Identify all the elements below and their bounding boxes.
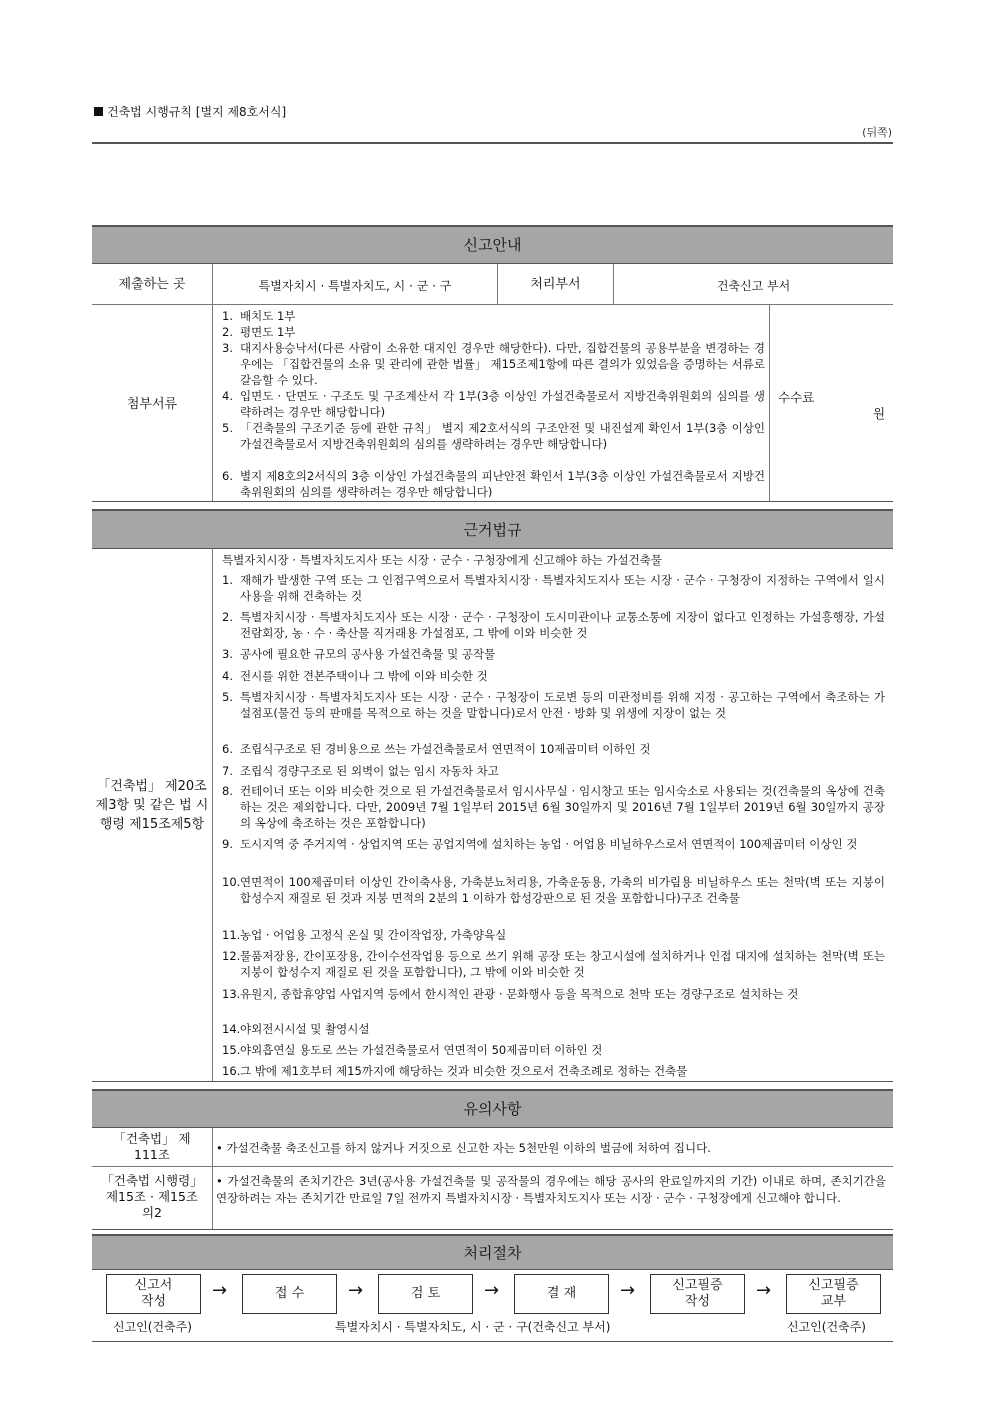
item-number: 7.	[222, 764, 233, 778]
item-text: 「건축물의 구조기준 등에 관한 규칙」 별지 제2호서식의 구조안전 및 내진설계 확인서 1부(3층 이상인 가설건축물로서 지방건축위원회의 심의를 생략하려는 경우만 해당합니다)	[240, 421, 765, 451]
actor-applicant-receive: 신고인(건축주)	[787, 1320, 866, 1334]
item-text: 전시를 위한 견본주택이나 그 밖에 이와 비슷한 것	[240, 669, 488, 683]
process-step-6-line1: 신고필증	[808, 1278, 859, 1293]
arrow-right-icon: →	[348, 1280, 364, 1301]
item-text: 배치도 1부	[240, 309, 296, 323]
notice-label-1: 「건축법」 제111조	[113, 1131, 191, 1162]
item-number: 4.	[222, 389, 233, 403]
item-number: 12.	[222, 949, 241, 963]
legal-item	[222, 763, 885, 779]
item-text: 특별자치시장 · 특별자치도지사 또는 시장 · 군수 · 구청장이 도로변 등의 미관정비를 위해 지정 · 공고하는 구역에서 축조하는 가설점포(물건 등의 판매를 목적으로 하는 것을 말합니다)로서 안전 · 방화 및 위생에 지장이 없는 것	[240, 690, 885, 720]
item-number: 16.	[222, 1064, 241, 1078]
item-text: 공사에 필요한 규모의 공사용 가설건축물 및 공작물	[240, 647, 496, 661]
arrow-right-icon: →	[620, 1280, 636, 1301]
header-rule	[92, 142, 893, 144]
process-step-6	[786, 1274, 881, 1314]
attachment-item	[222, 324, 765, 340]
section-process-title: 처리절차	[92, 1234, 893, 1270]
legal-item	[222, 1021, 885, 1037]
item-number: 11.	[222, 928, 241, 942]
process-step-3-line1: 검 토	[410, 1286, 441, 1301]
divider	[212, 264, 213, 501]
dept-value: 건축신고 부서	[716, 279, 791, 293]
process-step-4-line1: 결 재	[546, 1286, 577, 1301]
legal-item	[222, 783, 885, 831]
form-title	[94, 103, 286, 120]
section-legal-title: 근거법규	[92, 509, 893, 549]
item-text: 별지 제8호의2서식의 3층 이상인 가설건축물의 피난안전 확인서 1부(3층 이상인 가설건축물로서 지방건축위원회의 심의를 생략하려는 경우만 해당합니다)	[240, 469, 765, 499]
item-number: 13.	[222, 987, 241, 1001]
legal-item	[222, 874, 885, 906]
actor-authority: 특별자치시 · 특별자치도, 시 · 군 · 구(건축신고 부서)	[335, 1320, 611, 1334]
attachment-item	[222, 420, 765, 452]
item-number: 4.	[222, 669, 233, 683]
process-step-5	[650, 1274, 745, 1314]
item-number: 3.	[222, 647, 233, 661]
item-number: 6.	[222, 469, 233, 483]
legal-intro: 특별자치시장 · 특별자치도지사 또는 시장 · 군수 · 구청장에게 신고해야 하는 가설건축물	[222, 553, 662, 567]
item-text: 입면도 · 단면도 · 구조도 및 구조계산서 각 1부(3층 이상인 가설건축물로서 지방건축위원회의 심의를 생략하려는 경우만 해당합니다)	[240, 389, 765, 419]
process-step-2-line1: 접 수	[274, 1286, 305, 1301]
attachment-item	[222, 388, 765, 420]
divider	[92, 1269, 893, 1270]
legal-item	[222, 986, 885, 1002]
process-step-5-line2: 작성	[684, 1294, 711, 1309]
notice-text-1: • 가설건축물 축조신고를 하지 않거나 거짓으로 신고한 자는 5천만원 이하의 벌금에 처하여 집니다.	[216, 1141, 711, 1155]
item-text: 대지사용승낙서(다른 사람이 소유한 대지인 경우만 해당한다). 다만, 집합건물의 공용부분을 변경하는 경우에는 「집합건물의 소유 및 관리에 관한 법률」 제15조제1항에 따른 결의가 있었음을 증명하는 서류로 갈음할 수 있다.	[240, 341, 765, 387]
legal-item	[222, 741, 885, 757]
divider	[92, 1229, 893, 1230]
item-text: 컨테이너 또는 이와 비슷한 것으로 된 가설건축물로서 임시사무실 · 임시창고 또는 임시숙소로 사용되는 것(건축물의 옥상에 건축하는 것은 제외합니다. 다만, 2009년 7월 1일부터 2015년 6월 30일까지 및 2016년 7월 1일부터 2019년 6월 30일까지 공장의 옥상에 축조하는 것은 포함합니다)	[240, 784, 885, 830]
actor-applicant: 신고인(건축주)	[113, 1320, 192, 1334]
divider	[212, 549, 213, 1081]
item-text: 재해가 발생한 구역 또는 그 인접구역으로서 특별자치시장 · 특별자치도지사 또는 시장 · 군수 · 구청장이 지정하는 구역에서 일시사용을 위해 건축하는 것	[240, 573, 885, 603]
section-notice-title: 유의사항	[92, 1089, 893, 1128]
item-text: 연면적이 100제곱미터 이상인 간이축사용, 가축분뇨처리용, 가축운동용, 가축의 비가림용 비닐하우스 또는 천막(벽 또는 지붕이 합성수지 재질로 된 것과 지붕 면적의 2분의 1 이하가 합성강판으로 된 것을 포함합니다)구조 건축물	[240, 875, 885, 905]
submit-value: 특별자치시 · 특별자치도, 시 · 군 · 구	[258, 279, 452, 293]
square-bullet-icon	[94, 107, 103, 116]
legal-item	[222, 836, 885, 852]
item-number: 1.	[222, 573, 233, 587]
item-number: 14.	[222, 1022, 241, 1036]
legal-item	[222, 1042, 885, 1058]
notice-label-2: 「건축법 시행령」 제15조 · 제15조의2	[101, 1173, 203, 1220]
process-step-2	[242, 1274, 337, 1314]
item-number: 2.	[222, 325, 233, 339]
item-text: 물품저장용, 간이포장용, 간이수선작업용 등으로 쓰기 위해 공장 또는 창고시설에 설치하거나 인접 대지에 설치하는 천막(벽 또는 지붕이 합성수지 재질로 된 것을 포함합니다), 그 밖에 이와 비슷한 것	[240, 949, 885, 979]
dept-label: 처리부서	[530, 277, 581, 292]
legal-item	[222, 646, 885, 662]
divider	[92, 1081, 893, 1082]
divider	[92, 501, 893, 502]
legal-item	[222, 572, 885, 604]
item-text: 평면도 1부	[240, 325, 296, 339]
item-text: 야외전시시설 및 촬영시설	[240, 1022, 370, 1036]
item-number: 15.	[222, 1043, 241, 1057]
item-number: 1.	[222, 309, 233, 323]
divider	[92, 1166, 893, 1167]
attachment-item	[222, 468, 765, 500]
item-text: 야외흡연실 용도로 쓰는 가설건축물로서 연면적이 50제곱미터 이하인 것	[240, 1043, 603, 1057]
divider	[212, 1128, 213, 1229]
item-number: 5.	[222, 421, 233, 435]
item-text: 조립식 경량구조로 된 외벽이 없는 임시 자동차 차고	[240, 764, 499, 778]
back-side-label: (뒤쪽)	[862, 126, 892, 139]
attachment-item	[222, 308, 765, 324]
item-number: 10.	[222, 875, 241, 889]
item-number: 8.	[222, 784, 233, 798]
item-text: 유원지, 종합휴양업 사업지역 등에서 한시적인 관광 · 문화행사 등을 목적으로 천막 또는 경량구조로 설치하는 것	[240, 987, 799, 1001]
item-text: 농업 · 어업용 고정식 온실 및 간이작업장, 가축양육실	[240, 928, 507, 942]
arrow-right-icon: →	[756, 1280, 772, 1301]
item-number: 6.	[222, 742, 233, 756]
process-step-5-line1: 신고필증	[672, 1278, 723, 1293]
item-text: 그 밖에 제1호부터 제15까지에 해당하는 것과 비슷한 것으로서 건축조례로 정하는 건축물	[240, 1064, 688, 1078]
section-guide-title: 신고안내	[92, 225, 893, 264]
divider	[92, 304, 893, 305]
process-step-6-line2: 교부	[820, 1294, 847, 1309]
legal-item	[222, 927, 885, 943]
process-step-1-line1: 신고서	[134, 1278, 173, 1293]
submit-label: 제출하는 곳	[118, 277, 186, 292]
legal-item	[222, 1063, 885, 1079]
fee-label: 수수료	[778, 390, 815, 405]
process-step-4	[514, 1274, 609, 1314]
notice-text-2: • 가설건축물의 존치기간은 3년(공사용 가설건축물 및 공작물의 경우에는 해당 공사의 완료일까지의 기간) 이내로 하며, 존치기간을 연장하려는 자는 존치기간 만료일 7일 전까지 특별자치시장 · 특별자치도지사 또는 시장 · 군수 · 구청장에게 신고해야 합니다.	[216, 1174, 886, 1205]
attach-label: 첨부서류	[126, 397, 178, 412]
attachment-item	[222, 340, 765, 388]
arrow-right-icon: →	[212, 1280, 228, 1301]
arrow-right-icon: →	[484, 1280, 500, 1301]
fee-unit: 원	[873, 406, 886, 421]
legal-item	[222, 609, 885, 641]
process-step-1-line2: 작성	[140, 1294, 167, 1309]
item-text: 조립식구조로 된 경비용으로 쓰는 가설건축물로서 연면적이 10제곱미터 이하인 것	[240, 742, 651, 756]
divider	[769, 305, 770, 501]
divider	[92, 1341, 893, 1342]
process-step-1	[106, 1274, 201, 1314]
item-text: 도시지역 중 주거지역 · 상업지역 또는 공업지역에 설치하는 농업 · 어업용 비닐하우스로서 연면적이 100제곱미터 이상인 것	[240, 837, 858, 851]
item-number: 2.	[222, 610, 233, 624]
legal-item	[222, 689, 885, 721]
process-step-3	[378, 1274, 473, 1314]
legal-item	[222, 668, 885, 684]
legal-basis-label: 「건축법」 제20조제3항 및 같은 법 시행령 제15조제5항	[95, 779, 209, 832]
item-number: 3.	[222, 341, 233, 355]
legal-item	[222, 948, 885, 980]
form-title-text: 건축법 시행규칙 [별지 제8호서식]	[107, 105, 287, 119]
item-number: 5.	[222, 690, 233, 704]
item-text: 특별자치시장 · 특별자치도지사 또는 시장 · 군수 · 구청장이 도시미관이나 교통소통에 지장이 없다고 인정하는 가설흥행장, 가설전람회장, 농 · 수 · 축산물 직거래용 가설점포, 그 밖에 이와 비슷한 것	[240, 610, 885, 640]
item-number: 9.	[222, 837, 233, 851]
